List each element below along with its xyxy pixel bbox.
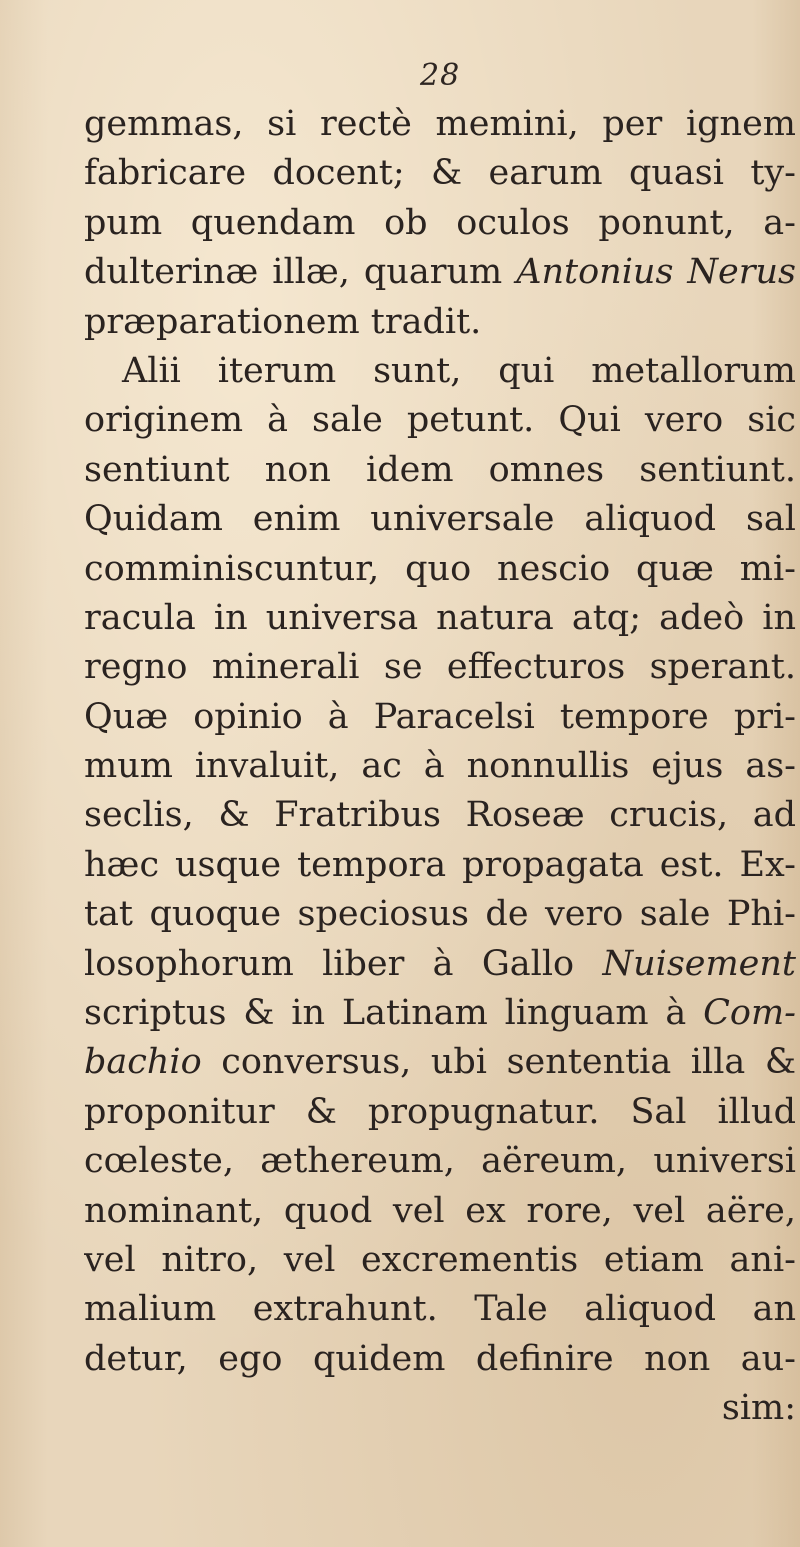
text-line bbox=[84, 1285, 796, 1334]
text-segment: tat quoque speciosus de vero sale Phi- bbox=[84, 894, 796, 935]
text-segment: præparationem tradit. bbox=[84, 301, 482, 342]
text-segment: malium extrahunt. Tale aliquod an bbox=[84, 1289, 796, 1330]
text-segment: racula in universa natura atq; adeò in bbox=[84, 597, 796, 638]
text-line bbox=[84, 248, 796, 297]
text-line bbox=[84, 742, 796, 791]
text-line bbox=[84, 545, 796, 594]
text-line bbox=[84, 890, 796, 939]
text-segment: losophorum liber à Gallo bbox=[84, 943, 603, 984]
text-line bbox=[84, 594, 796, 643]
text-line bbox=[84, 1187, 796, 1236]
text-line bbox=[84, 298, 796, 347]
text-segment: Alii iterum sunt, qui metallorum bbox=[122, 350, 796, 391]
italic-name: bachio bbox=[84, 1042, 202, 1083]
text-segment: proponitur & propugnatur. Sal illud bbox=[84, 1091, 796, 1132]
text-segment: sentiunt non idem omnes sentiunt. bbox=[84, 449, 796, 490]
italic-name: Com- bbox=[703, 993, 796, 1034]
text-line bbox=[84, 1088, 796, 1137]
text-segment: pum quendam ob oculos ponunt, a- bbox=[84, 202, 796, 243]
text-line bbox=[84, 791, 796, 840]
text-segment: vel nitro, vel excrementis etiam ani- bbox=[84, 1239, 796, 1280]
text-segment: Quæ opinio à Paracelsi tempore pri- bbox=[84, 696, 796, 737]
text-line bbox=[84, 989, 796, 1038]
italic-name: Nuisement bbox=[602, 943, 796, 984]
text-segment: nominant, quod vel ex rore, vel aëre, bbox=[84, 1190, 796, 1231]
text-segment: detur, ego quidem definire non au- bbox=[84, 1338, 796, 1379]
text-line bbox=[84, 347, 796, 396]
text-line bbox=[84, 841, 796, 890]
text-line bbox=[84, 100, 796, 149]
text-segment: dulterinæ illæ, quarum bbox=[84, 252, 517, 293]
text-segment: scriptus & in Latinam linguam à bbox=[84, 993, 704, 1034]
page-number: 28 bbox=[420, 58, 461, 93]
italic-name: Antonius Nerus bbox=[516, 252, 796, 293]
text-segment: seclis, & Fratribus Roseæ crucis, ad bbox=[84, 795, 796, 836]
text-line bbox=[84, 1335, 796, 1384]
text-line bbox=[84, 495, 796, 544]
text-line bbox=[84, 1137, 796, 1186]
text-line bbox=[84, 149, 796, 198]
text-line bbox=[84, 1236, 796, 1285]
text-line bbox=[84, 643, 796, 692]
text-segment: fabricare docent; & earum quasi ty- bbox=[84, 153, 796, 194]
text-line bbox=[84, 396, 796, 445]
text-segment: regno minerali se effecturos sperant. bbox=[84, 647, 796, 688]
text-line bbox=[84, 1384, 796, 1433]
text-segment: conversus, ubi sententia illa & bbox=[201, 1042, 796, 1083]
text-line bbox=[84, 1038, 796, 1087]
text-segment: originem à sale petunt. Qui vero sic bbox=[84, 400, 796, 441]
text-line bbox=[84, 693, 796, 742]
text-line bbox=[84, 940, 796, 989]
text-segment: comminiscuntur, quo nescio quæ mi- bbox=[84, 548, 796, 589]
text-segment: mum invaluit, ac à nonnullis ejus as- bbox=[84, 746, 796, 787]
text-segment: cœleste, æthereum, aëreum, universi bbox=[84, 1141, 796, 1182]
text-segment: hæc usque tempora propagata est. Ex- bbox=[84, 844, 796, 885]
text-line bbox=[84, 446, 796, 495]
text-segment: sim: bbox=[721, 1388, 796, 1429]
text-line bbox=[84, 199, 796, 248]
body-text bbox=[84, 100, 796, 1434]
text-segment: Quidam enim universale aliquod sal bbox=[84, 499, 796, 540]
text-segment: gemmas, si rectè memini, per ignem bbox=[84, 104, 796, 144]
